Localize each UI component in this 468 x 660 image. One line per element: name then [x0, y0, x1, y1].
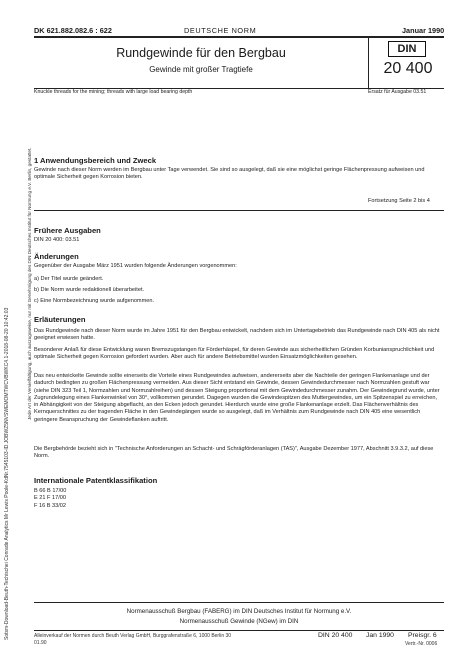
- patent-codes: [34, 488, 66, 510]
- committee-line-1: Normenausschuß Bergbau (FABERG) im DIN Deutsches Institut für Normung e.V.: [126, 608, 352, 615]
- committee-line-2: Normenausschuß Gewinde (NGew) im DIN: [179, 618, 299, 625]
- footer-edition-code: 01.90: [34, 640, 47, 646]
- din-logo: DIN: [388, 41, 426, 57]
- section-1-text: Gewinde nach dieser Norm werden im Bergbau unter Tage verwendet. Sie sind so ausgelegt, daß sie eine möglichst geringe Flächenpressung aufweisen und optimale Sicherheit gegen Korrosion bieten.: [34, 167, 425, 181]
- document-subtitle: Gewinde mit großer Tragtiefe: [149, 65, 253, 74]
- list-item: a) Der Titel wurde geändert.: [34, 276, 104, 282]
- earlier-editions-heading: Frühere Ausgaben: [34, 226, 101, 235]
- changes-list: [34, 274, 154, 307]
- english-title: Knuckle threads for the mining; threads with large load bearing depth: [34, 89, 193, 95]
- footer-price-group: Preisgr. 6: [408, 632, 437, 639]
- footer-din-number: DIN 20 400: [318, 632, 353, 639]
- explanations-paragraph: Das Rundgewinde nach dieser Norm wurde im Jahre 1951 für den Bergbau entwickelt, nachdem sich im Untertagebetrieb das Rundgewinde nach DIN 405 als nicht geeignet erwiesen hatte.: [34, 328, 440, 342]
- section-1-heading: 1 Anwendungsbereich und Zweck: [34, 156, 157, 165]
- explanations-paragraph: Besonderer Anlaß für diese Entwicklung waren Bremszugstangen für Förderhäspel, für deren Gewinde aus sicherheitlichen Gründen Korbunianspruchlichkeit und optimale Sicherheit gegen Korrosion gefordert wurden. Aber auch für andere Betriebsmittel wurden Einsatzmöglichkeiten gesehen.: [34, 347, 435, 361]
- header-top-rule: [34, 36, 444, 38]
- footer-publisher: Alleinverkauf der Normen durch Beuth Verlag GmbH, Burggrafenstraße 6, 1000 Berlin 30: [34, 633, 232, 639]
- document-title: Rundgewinde für den Bergbau: [116, 46, 286, 60]
- list-item: b) Die Norm wurde redaktionell überarbeitet.: [34, 287, 145, 293]
- replacement-note: Ersatz für Ausgabe 03.51: [368, 89, 427, 95]
- changes-intro: Gegenüber der Ausgabe März 1951 wurden folgende Änderungen vorgenommen:: [34, 263, 237, 269]
- patent-heading: Internationale Patentklassifikation: [34, 476, 158, 485]
- list-item: F 16 B 33/02: [34, 502, 67, 509]
- committee-bottom-rule: [34, 630, 444, 631]
- explanations-paragraph: Die Bergbehörde bezieht sich in "Technische Anforderungen an Schacht- und Schrägförderanlagen (TAS)", Ausgabe Dezember 1977, Abschnitt 3.9.3.2, auf diese Norm.: [34, 446, 434, 460]
- divider-1: [34, 210, 444, 211]
- header-box-divider: [368, 36, 369, 88]
- continuation-note: Fortsetzung Seite 2 bis 4: [368, 198, 430, 204]
- footer-date: Jan 1990: [366, 632, 394, 639]
- list-item: c) Eine Normbezeichnung wurde aufgenommen.: [34, 298, 155, 304]
- explanations-heading: Erläuterungen: [34, 315, 86, 324]
- header-date: Januar 1990: [402, 26, 445, 35]
- committee-top-rule: [34, 602, 444, 603]
- list-item: B 66 B 17/00: [34, 488, 67, 494]
- din-number: 20 400: [383, 60, 433, 77]
- norm-type: DEUTSCHE NORM: [184, 26, 257, 35]
- right-margin-note: Jede Art der Vervielfältigung, auch auszugsweise, nur mit Genehmigung des DIN Deutsches Institut für Normung e.V. Berlin, gestattet.: [27, 147, 32, 420]
- changes-heading: Änderungen: [34, 252, 79, 261]
- list-item: E 21 F 17/00: [34, 495, 67, 502]
- dk-number: DK 621.882.082.6 : 622: [34, 26, 112, 35]
- footer-vertr: Vertr.-Nr. 0006: [405, 641, 438, 647]
- explanations-paragraph: Das neu entwickelte Gewinde sollte einerseits die Vorteile eines Rundgewindes aufweisen, andererseits aber die Nachteile der geringen Flankenanlage und der dadurch bedingten zu großen Flächenpressung vermeiden. Aus dieser Sicht entstand ein Gewinde, dessen Gewindedurchmesser nach Normzahlen gestuft war (siehe DIN 323 Teil 1, Normzahlen und Normzahlreihen) und dessen Steigung proportional mit dem Gewindedurchmesser zunahm. Der Gewindegrund wurde, unter Zugrundelegung eines Flankenwinkel von 30°, vollkommen gerundet. Dagegen wurden die Gewindespitzen des Muttergewindes, um ein Spitzenspiel zu erreichen, in Abhängigkeit von der Steigung abgeflacht, an den Ecken jedoch gerundet. Hierdurch wurde eine große Flankenanlage erzielt. Das Flächenverhältnis des Kernquerschnittes zu der tragenden Fläche in den Gewindegängen wurde so ausgelegt, daß im Verhältnis zum Rundgewinde nach DIN 405 eine wesentlich geringere Beanspruchung der Gewindeflanken auftritt.: [34, 373, 440, 423]
- left-margin-note: Sotsm-Download-Beuth-Techischei Conrade Analytics Mr Lewis Poole-KdNr.7545103-ID.JOBWZ5NVSWEMOMTWCVBWKC4.1-2018-08-20 10:42:03: [4, 307, 10, 640]
- earlier-editions-text: DIN 20 400: 03.51: [34, 237, 80, 243]
